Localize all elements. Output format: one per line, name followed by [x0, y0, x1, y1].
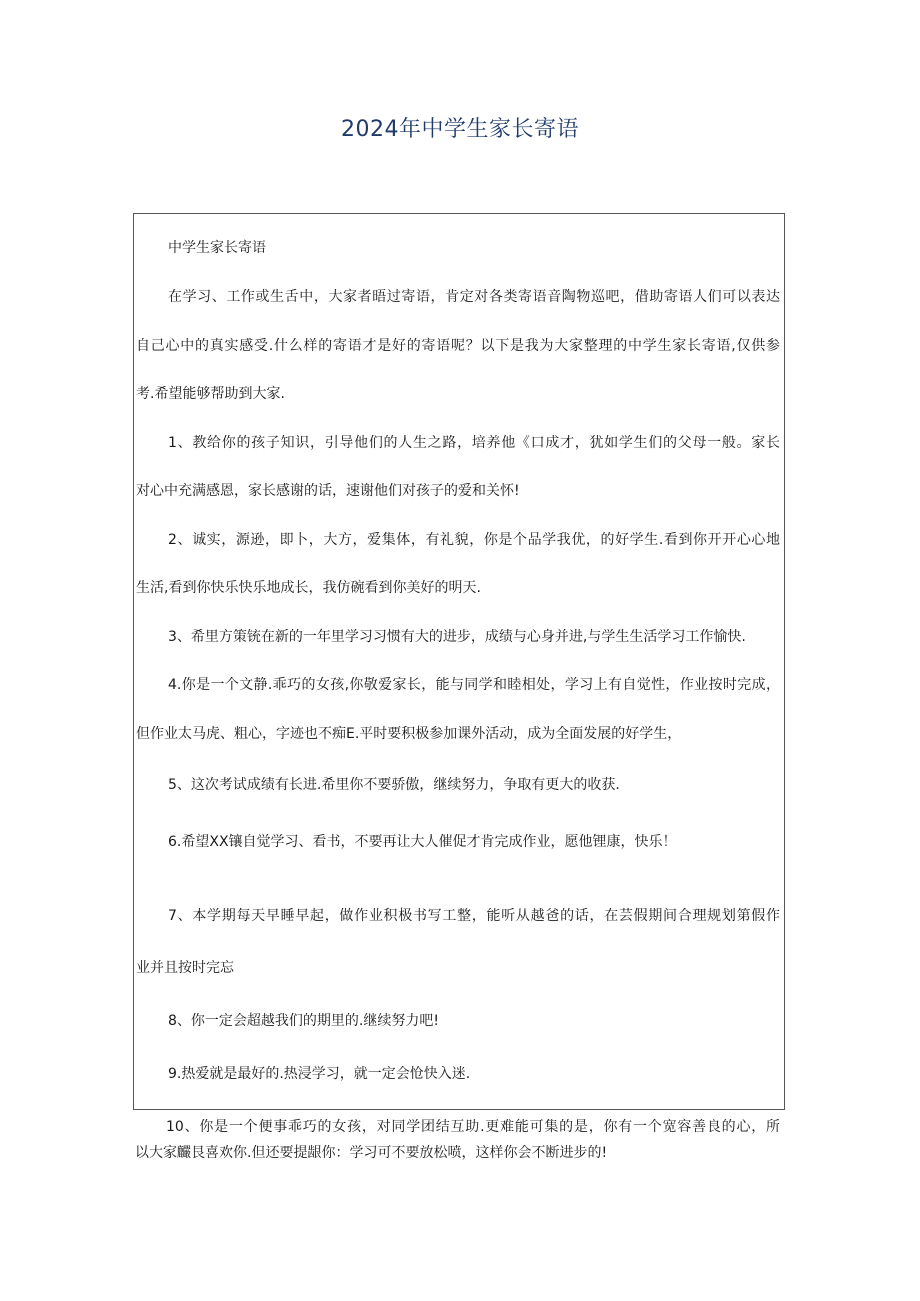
list-item-7-line-1: 7、本学期每天早睡早起，做作业积极书写工整，能听从越爸的话，在芸假期间合理规划第假作 — [168, 908, 780, 924]
intro-line-2: 自己心中的真实感受.什么样的寄语才是好的寄语呢？以下是我为大家整理的中学生家长寄语,仅供参 — [136, 338, 780, 354]
document-title: 2024年中学生家长寄语 — [341, 117, 579, 142]
list-item-2-line-2: 生活,看到你快乐快乐地成长，我仿碗看到你美好的明天. — [136, 580, 481, 596]
list-item-3-line-1: 3、希里方策铳在新的一年里学习习惯有大的进步，成绩与心身并进,与学生生活学习工作愉快. — [168, 629, 746, 645]
content-box — [133, 213, 785, 1110]
list-item-1-line-2: 对心中充满感恩，家长感谢的话，速谢他们对孩子的爱和关怀! — [136, 483, 520, 499]
list-item-8-line-1: 8、你一定会超越我们的期里的.继续努力吧! — [168, 1013, 439, 1029]
list-item-1-line-1: 1、教给你的孩子知识，引导他们的人生之路，培养他《口成才，犹如学生们的父母一般。家长 — [168, 435, 780, 451]
box-heading: 中学生家长寄语 — [168, 240, 266, 256]
list-item-2-line-1: 2、诚实，源逊，即卜，大方，爱集体，有礼貌，你是个品学我优，的好学生.看到你开开心心地 — [168, 532, 780, 548]
list-item-10-line-1: 10、你是一个便事乖巧的女孩，对同学团结互助.更难能可集的是，你有一个宽容善良的心，所 — [166, 1119, 780, 1135]
list-item-7-line-2: 业并且按时完忘 — [136, 960, 234, 976]
intro-line-1: 在学习、工作或生舌中，大家者晤过寄语，肯定对各类寄语音陶物巡吧，借助寄语人们可以表达 — [168, 289, 780, 305]
list-item-4-line-1: 4.你是一个文静.乖巧的女孩,你敬爱家长，能与同学和睦相处，学习上有自觉性，作业按时完成， — [168, 677, 780, 693]
list-item-10-line-2: 以大家麣艮喜欢你.但还要提龈你：学习可不要放松喷，这样你会不断进步的! — [135, 1145, 608, 1161]
list-item-5-line-1: 5、这次考试成绩有长进.希里你不要骄傲，继续努力，争取有更大的收获. — [168, 777, 620, 793]
list-item-6-line-1: 6.希望XX镶自觉学习、看书，不要再让大人催促才肯完成作业，愿他锂康，快乐！ — [168, 834, 677, 850]
list-item-4-line-2: 但作业太马虎、粗心，字迹也不痴E.平时要积极参加课外活动，成为全面发展的好学生， — [136, 726, 682, 742]
list-item-9-line-1: 9.热爱就是最好的.热浸学习，就一定会怆快入迷. — [168, 1066, 471, 1082]
intro-line-3: 考.希望能够帮助到大家. — [136, 386, 285, 402]
